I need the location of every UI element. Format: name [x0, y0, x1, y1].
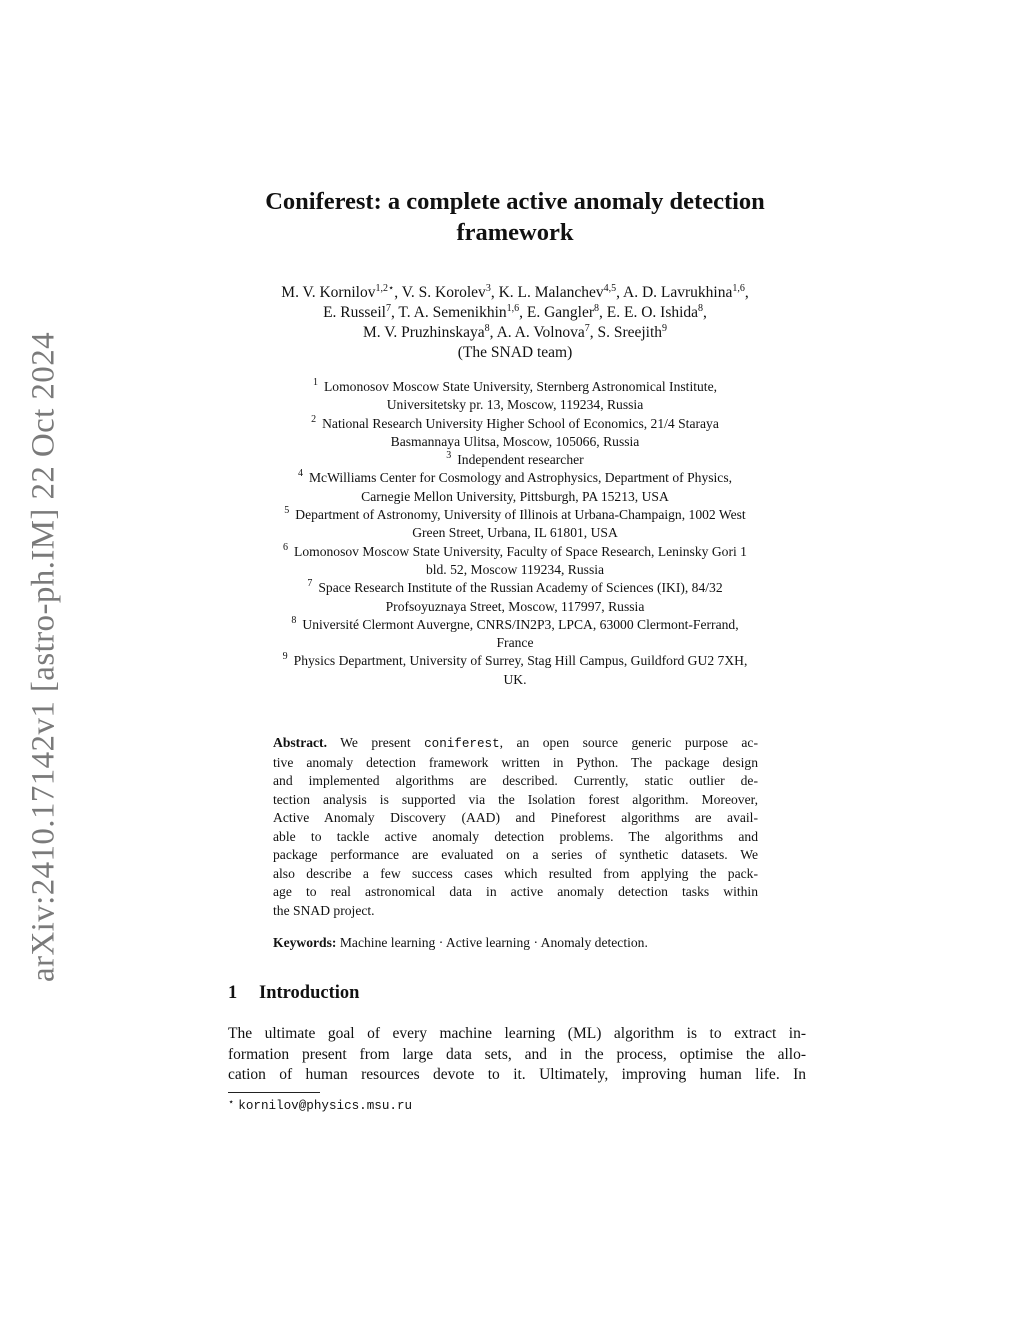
affiliation-number: 3 — [446, 450, 452, 462]
affiliation-line — [200, 415, 830, 433]
abstract-line: able to tackle active anomaly detection problems. The algorithms and — [273, 828, 758, 844]
affiliation-number: 9 — [282, 651, 288, 663]
affiliation-text: Université Clermont Auvergne, CNRS/IN2P3, LPCA, 63000 Clermont-Ferrand, — [302, 616, 739, 632]
author-name: K. L. Malanchev — [498, 284, 604, 301]
affiliation-number: 8 — [291, 614, 297, 626]
author-name: V. S. Korolev — [401, 284, 486, 301]
affiliation-number: 1 — [312, 377, 318, 388]
abstract-line: tive anomaly detection framework written in Python. The package design — [273, 754, 758, 770]
abstract-label: Abstract. — [273, 735, 327, 750]
abstract-line: tection analysis is supported via the Isolation forest algorithm. Moreover, — [273, 791, 758, 807]
affiliation-line: Carnegie Mellon University, Pittsburgh, PA 15213, USA — [361, 488, 669, 504]
author-sep: , — [490, 284, 499, 301]
affiliation-line — [200, 543, 830, 561]
team-name: (The SNAD team) — [457, 344, 573, 361]
affiliation-line: Profsoyuznaya Street, Moscow, 117997, Russia — [385, 598, 645, 614]
affiliation-text: Physics Department, University of Surrey, Stag Hill Campus, Guildford GU2 7XH, — [293, 653, 748, 669]
footnote — [228, 1097, 412, 1113]
affiliation-line — [200, 469, 830, 487]
abstract-line: age to real astronomical data in active anomaly detection tasks within — [273, 884, 758, 899]
paper-title — [200, 186, 830, 248]
abstract-line: also describe a few success cases which resulted from applying the pack- — [273, 865, 758, 881]
affiliation-line: Green Street, Urbana, IL 61801, USA — [412, 525, 618, 541]
author-affil-sup: 1,6 — [732, 283, 745, 294]
affiliation-text: National Research University Higher School of Economics, 21/4 Staraya — [322, 415, 719, 431]
section-heading — [228, 983, 359, 1004]
author-line — [200, 283, 830, 303]
author-name: T. A. Semenikhin — [398, 304, 507, 321]
keywords — [273, 934, 758, 953]
author-sep: , — [616, 284, 623, 301]
body-line: The ultimate goal of every machine learning (ML) algorithm is to extract in- — [228, 1025, 806, 1042]
affiliation-line — [200, 378, 830, 396]
author-sep: , — [703, 304, 707, 321]
affiliation-line: bld. 52, Moscow 119234, Russia — [425, 561, 605, 577]
author-name: M. V. Pruzhinskaya — [362, 324, 485, 341]
author-sep: , — [394, 284, 402, 301]
footnote-rule — [228, 1092, 320, 1093]
section-title: Introduction — [259, 983, 360, 1003]
author-name: E. Russeil — [323, 304, 386, 321]
author-name: E. Gangler — [526, 304, 595, 321]
package-name: coniferest — [424, 737, 500, 751]
author-affil-sup: 1,2⋆ — [375, 283, 395, 294]
affiliation-line: UK. — [503, 671, 527, 687]
affiliation-line — [200, 506, 830, 524]
affiliation-text: Independent researcher — [457, 452, 584, 468]
author-name: E. E. O. Ishida — [606, 304, 699, 321]
affiliation-number: 4 — [297, 468, 303, 480]
author-list — [200, 283, 830, 363]
author-sep: , — [519, 304, 527, 321]
keywords-label: Keywords: — [273, 935, 337, 950]
affiliation-number: 7 — [307, 578, 313, 590]
abstract-line: and implemented algorithms are described. Currently, static outlier de- — [273, 773, 758, 788]
affiliation-text: McWilliams Center for Cosmology and Astrophysics, Department of Physics, — [308, 470, 733, 486]
author-sep: , — [489, 324, 497, 341]
keywords-text: Machine learning · Active learning · Anomaly detection. — [339, 935, 648, 950]
affiliation-line — [200, 579, 830, 597]
author-affil-sup: 1,6 — [506, 303, 520, 314]
author-affil-sup: 8 — [698, 303, 704, 314]
footnote-mark: ⋆ — [228, 1097, 235, 1108]
author-line — [200, 323, 830, 343]
author-sep: , — [589, 324, 598, 341]
author-affil-sup: 4,5 — [603, 283, 617, 294]
abstract-lead: We present — [340, 735, 411, 750]
abstract-tail: , an open source generic purpose ac- — [499, 735, 758, 750]
affiliation-text: Space Research Institute of the Russian Academy of Sciences (IKI), 84/32 — [318, 580, 723, 596]
abstract-line — [273, 734, 758, 754]
affiliation-text: Lomonosov Moscow State University, Sternberg Astronomical Institute, — [323, 379, 718, 394]
contact-email: kornilov@physics.msu.ru — [238, 1099, 413, 1113]
author-name: M. V. Kornilov — [281, 284, 376, 301]
affiliation-number: 2 — [311, 413, 317, 425]
author-sep: , — [390, 304, 399, 321]
author-affil-sup: 3 — [485, 283, 491, 294]
author-name: A. D. Lavrukhina — [623, 284, 733, 301]
author-line — [200, 303, 830, 323]
author-sep: , — [599, 304, 607, 321]
arxiv-identifier: arXiv:2410.17142v1 [astro-ph.IM] 22 Oct 2024 — [25, 332, 62, 982]
author-name: S. Sreejith — [597, 324, 663, 341]
affiliation-line — [200, 616, 830, 634]
body-line: cation of human resources devote to it. Ultimately, improving human life. In — [228, 1066, 806, 1083]
affiliation-text: Lomonosov Moscow State University, Faculty of Space Research, Leninsky Gori 1 — [294, 543, 747, 559]
affiliation-line — [200, 652, 830, 670]
section-number: 1 — [228, 983, 238, 1003]
affiliation-line: Universitetsky pr. 13, Moscow, 119234, Russia — [386, 397, 644, 413]
affiliation-line: Basmannaya Ulitsa, Moscow, 105066, Russia — [390, 433, 640, 449]
title-line: framework — [456, 219, 574, 246]
author-affil-sup: 9 — [662, 323, 668, 334]
body-line: formation present from large data sets, and in the process, optimise the allo- — [228, 1045, 806, 1063]
author-affil-sup: 7 — [385, 303, 391, 314]
affiliation-number: 6 — [283, 541, 289, 553]
author-sep: , — [744, 284, 749, 301]
author-affil-sup: 8 — [484, 323, 490, 334]
author-name: A. A. Volnova — [496, 324, 585, 341]
affiliation-line — [200, 451, 830, 469]
affiliation-text: Department of Astronomy, University of Illinois at Urbana-Champaign, 1002 West — [295, 507, 746, 523]
abstract-line: the SNAD project. — [273, 902, 375, 918]
abstract — [273, 734, 758, 920]
affiliation-list — [200, 378, 830, 689]
author-affil-sup: 8 — [594, 303, 600, 314]
abstract-line: Active Anomaly Discovery (AAD) and Pineforest algorithms are avail- — [273, 810, 758, 825]
author-affil-sup: 7 — [584, 323, 590, 334]
intro-paragraph — [228, 1024, 806, 1086]
affiliation-number: 5 — [284, 505, 290, 517]
affiliation-line: France — [496, 635, 534, 651]
title-line: Coniferest: a complete active anomaly detection — [265, 188, 765, 215]
abstract-line: package performance are evaluated on a series of synthetic datasets. We — [273, 847, 758, 862]
